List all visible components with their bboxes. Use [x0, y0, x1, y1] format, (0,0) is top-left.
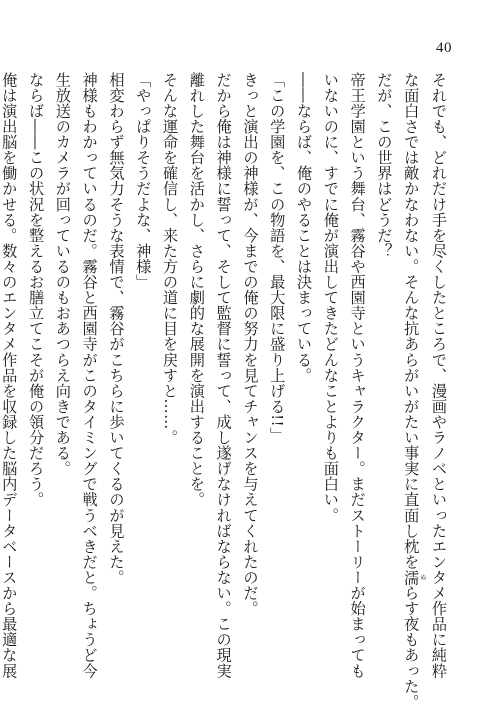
- novel-text-block: [0, 72, 452, 710]
- text-column: 「やっぱりそうだよな、神様」: [134, 72, 153, 290]
- text-column: ならば――この状況を整えるお膳立てこそが俺の領分だろう。: [27, 72, 46, 508]
- text-column: そんな運命を確信し、来た方の道に目を戻すと……。: [161, 72, 180, 446]
- page-number: 40: [436, 40, 452, 56]
- text-column: きっと演出の神様が、今までの俺の努力を見てチャンスを与えてくれたのだ。: [241, 72, 260, 617]
- text-column: 相変わらず無気力そうな表情で、霧谷がこちらに歩いてくるのが見えた。: [107, 72, 126, 586]
- text-column: ――ならば、俺のやることは決まっている。: [295, 72, 314, 383]
- furigana-reading: ぬ: [418, 569, 426, 586]
- text-column: 「この学園を、この物語を、最大限に盛り上げる!!」: [268, 72, 287, 443]
- text-column: だが、この世界はどうだ？: [375, 72, 394, 259]
- text-column: いないのに、すでに俺が演出してきたどんなことよりも面白い。: [321, 72, 340, 523]
- text-column: だから俺は神様に誓って、そして監督に誓って、成し遂げなければならない。この現実: [214, 72, 233, 679]
- text-column: な面白さでは敵かなわない。そんな抗あらがいがたい事実に直面し枕を濡ぬらす夜もあった。: [402, 72, 426, 710]
- text-column: 離れした舞台を活かし、さらに劇的な展開を演出することを。: [187, 72, 206, 508]
- text-column: 神様もわかっているのだ。霧谷と西園寺がこのタイミングで戦うべきだと。ちょうど今: [80, 72, 99, 679]
- text-column: それでも、どれだけ手を尽くしたところで、漫画やラノベといったエンタメ作品に純粋: [430, 72, 448, 679]
- text-column: 俺は演出脳を働かせる。数々のエンタメ作品を収録した脳内データベースから最適な展: [0, 72, 19, 679]
- text-column: 帝王学園という舞台、霧谷や西園寺というキャラクター。まだストーリーが始まっても: [348, 72, 367, 679]
- text-column: 生放送のカメラが回っているのもおあつらえ向きである。: [53, 72, 72, 477]
- furigana-word: 濡ぬ: [402, 569, 426, 586]
